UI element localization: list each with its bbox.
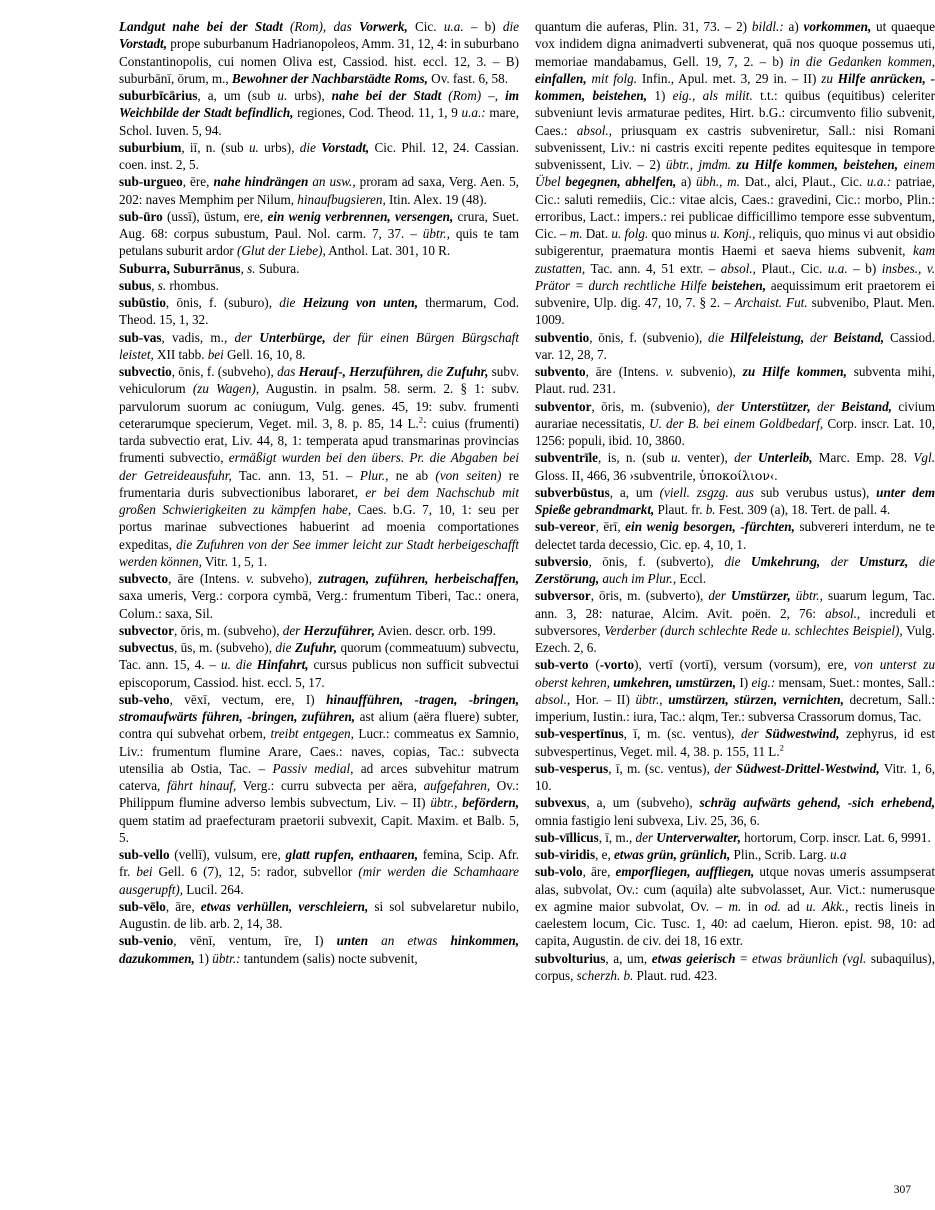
dictionary-entry: sub-urgueo, ēre, nahe hindrängen an usw., proram ad saxa, Verg. Aen. 5, 202: naves Memphim per Nilum, hinaufbugsieren, Itin. Alex. 19 (48). — [119, 174, 519, 207]
dictionary-entry: sub-veho, vēxī, vectum, ere, I) hinaufführen, -tragen, -bringen, stromaufwärts führen, -bringen, zuführen, ast alium (aëra fluere) subter, contra qui subvehat orbem, treibt entgegen, Lucr.: commeatus ex Samnio, Liv.: frumentum flumine Arare, Caes.: naves, copias, Tac.: subvecta utensilia ab Ostia, Tac. – Passiv medial, ad arces subvehitur matrum caterva, fährt hinauf, Verg.: curru subvecta per aëra, aufgefahren, Ov.: Philippum flumine adverso lembis subvectum, Liv. – II) übtr., befördern, quem statim ad praefecturam praetorii subvexit, Capit. Maxim. et Balb. 5, 5. — [119, 691, 519, 845]
dictionary-entry: subvento, āre (Intens. v. subvenio), zu Hilfe kommen, subventa mihi, Plaut. rud. 231. — [535, 364, 935, 397]
dictionary-entry: subvectus, ūs, m. (subveho), die Zufuhr, quorum (commeatuum) subvectu, Tac. ann. 15, 4. – u. die Hinfahrt, cursus publicus non sufficit subvectui episcoporum, Cassiod. hist. eccl. 5, 17. — [119, 640, 519, 690]
dictionary-entry: sub-ūro (ussī), ūstum, ere, ein wenig verbrennen, versengen, crura, Suet. Aug. 68: corpus subustum, Paul. Nol. carm. 7, 37. – übtr., quis te tam petulans suburit ardor (Glut der Liebe), Anthol. Lat. 301, 10 R. — [119, 208, 519, 259]
dictionary-entry: Suburra, Suburrānus, s. Subura. — [119, 260, 300, 276]
dictionary-entry: subvectio, ōnis, f. (subveho), das Herauf-, Herzuführen, die Zufuhr, subv. vehiculorum (zu Wagen), Augustin. in psalm. 58. serm. 2. § 1: subv. parvulorum suorum ac coniugum, Vulg. genes. 45, 19: subv. frumenti ceterarumque specierum, Veget. mil. 3, 8. p. 85, 14 L.$^2$: cuius (frumenti) tarda subvectio erat, Liv. 44, 8, 1: temperata apud transmarinas provincias frumenti subvectio, ermäßigt wurden bei den übers. Pr. die Abgaben bei der Getreideausfuhr, Tac. ann. 13, 51. – Plur., ne ab (von seiten) re frumentaria duris subvectionibus laboraret, er bei dem Nachschub mit großen Schwierigkeiten zu kämpfen habe, Caes. b.G. 7, 10, 1: seu per portus marinae subvectiones habuerint ad moenia comportationes expeditas, die Zufuhren von der See immer leicht zur Stadt herbeigeschafft werden können, Vitr. 1, 5, 1. — [119, 364, 519, 569]
right-column — [535, 18, 935, 984]
dictionary-entry: subvexus, a, um (subveho), schräg aufwärts gehend, -sich erhebend, omnia fastigio leni subvexa, Liv. 25, 36, 6. — [535, 795, 935, 828]
dictionary-entry: Landgut nahe bei der Stadt (Rom), das Vorwerk, Cic. u.a. – b) die Vorstadt, prope suburbanum Hadrianopoleos, Amm. 31, 12, 4: in suburbano Constantinopolis, cui nomen Oliva est, Cassiod. hist. eccl. 12, 3. – B) suburbānī, ōrum, m., Bewohner der Nachbarstädte Roms, Ov. fast. 6, 58. — [119, 19, 519, 86]
dictionary-entry: subverbūstus, a, um (viell. zsgzg. aus sub verubus ustus), unter dem Spieße gebrandmarkt, Plaut. fr. b. Fest. 309 (a), 18. Tert. de pall. 4. — [535, 484, 935, 517]
dictionary-entry: sub-vas, vadis, m., der Unterbürge, der für einen Bürgen Bürgschaft leistet, XII tabb. bei Gell. 16, 10, 8. — [119, 329, 519, 362]
dictionary-entry: sub-vesperus, ī, m. (sc. ventus), der Südwest-Drittel-Westwind, Vitr. 1, 6, 10. — [535, 760, 935, 793]
dictionary-entry: subventor, ōris, m. (subvenio), der Unterstützer, der Beistand, civium aurariae necessitatis, U. der B. bei einem Goldbedarf, Corp. inscr. Lat. 10, 1256: populi, ibid. 10, 3860. — [535, 398, 935, 448]
dictionary-entry: subvolturius, a, um, etwas geierisch = etwas bräunlich (vgl. subaquilus), corpus, scherzh. b. Plaut. rud. 423. — [535, 950, 935, 983]
left-column — [119, 18, 519, 967]
dictionary-entry: sub-volo, āre, emporfliegen, auffliegen, utque novas umeris assumpserat alas, subvolat, Ov.: cum (aquila) alte subvolasset, Aur. Vict.: numerusque ex agmine maior subvolat, Ov. – m. in od. ad u. Akk., rectis lineis in caelestem locum, Cic. Tusc. 1, 40: ad caelum, Hieron. epist. 98, 10: ad capita, Augustin. de civ. dei 18, 16 extr. — [535, 864, 935, 949]
dictionary-entry: sub-vello (vellī), vulsum, ere, glatt rupfen, enthaaren, femina, Scip. Afr. fr. bei Gell. 6 (7), 12, 5: rador, subvellor (mir werden die Schamhaare ausgerupft), Lucil. 264. — [119, 847, 519, 897]
dictionary-entry: subus, s. rhombus. — [119, 277, 219, 293]
dictionary-entry: suburbīcārius, a, um (sub u. urbs), nahe bei der Stadt (Rom) –, im Weichbilde der Stadt befindlich, regiones, Cod. Theod. 11, 1, 9 u.a.: mare, Schol. Iuven. 5, 94. — [119, 88, 519, 138]
dictionary-entry: subventio, ōnis, f. (subvenio), die Hilfeleistung, der Beistand, Cassiod. var. 12, 28, 7. — [535, 329, 935, 362]
dictionary-entry: subversio, ōnis, f. (subverto), die Umkehrung, der Umsturz, die Zerstörung, auch im Plur., Eccl. — [535, 553, 935, 586]
dictionary-entry: suburbium, iī, n. (sub u. urbs), die Vorstadt, Cic. Phil. 12, 24. Cassian. coen. inst. 2, 5. — [119, 139, 519, 172]
dictionary-entry: sub-vespertīnus, ī, m. (sc. ventus), der Südwestwind, zephyrus, id est subvespertinus, Veget. mil. 4, 38. p. 155, 11 L.$^2$ — [535, 726, 935, 759]
dictionary-entry: sub-venio, vēnī, ventum, īre, I) unten an etwas hinkommen, dazukommen, 1) übtr.: tantundem (salis) nocte subvenit, — [119, 933, 519, 966]
dictionary-entry: subvector, ōris, m. (subveho), der Herzuführer, Avien. descr. orb. 199. — [119, 622, 496, 638]
dictionary-entry: subventrīle, is, n. (sub u. venter), der Unterleib, Marc. Emp. 28. Vgl. Gloss. II, 466, 36 ›subventrile, ὑποκοίλιον‹. — [535, 450, 935, 483]
page-number: 307 — [893, 1184, 911, 1196]
dictionary-entry: sub-vēlo, āre, etwas verhüllen, verschleiern, si sol subvelaretur nubilo, Augustin. de lib. arb. 2, 14, 38. — [119, 898, 519, 931]
dictionary-entry: sub-vīllicus, ī, m., der Unterverwalter, hortorum, Corp. inscr. Lat. 6, 9991. — [535, 829, 931, 845]
dictionary-entry: sub-verto (-vorto), vertī (vortī), versum (vorsum), ere, von unterst zu oberst kehren, umkehren, umstürzen, I) eig.: mensam, Suet.: montes, Sall.: absol., Hor. – II) übtr., umstürzen, stürzen, vernichten, decretum, Sall.: imperium, Iustin.: iura, Tac.: alqm, Ter.: subversa Crassorum domus, Tac. — [535, 657, 935, 724]
dictionary-entry: subūstio, ōnis, f. (suburo), die Heizung von unten, thermarum, Cod. Theod. 15, 1, 32. — [119, 295, 519, 328]
page-columns — [22, 18, 935, 1158]
dictionary-entry: quantum die auferas, Plin. 31, 73. – 2) bildl.: a) vorkommen, ut quaeque vox indidem digna animadverti subvenerat, quā nos quoque possemus uti, memoriae mandabamus, Gell. 19, 7, 2. – b) in die Gedanken kommen, einfallen, mit folg. Infin., Apul. met. 3, 29 in. – II) zu Hilfe anrücken, -kommen, beistehen, 1) eig., als milit. t.t.: quibus (equitibus) celeriter subveniunt levis armaturae pedites, Hirt. b.G.: circumvento filio subvenit, Caes.: absol., priusquam ex castris subveniretur, Sall.: nisi Romani subvenissent, Liv.: ni castris exciti repente pedites equitesque in tempore subvenissent, Liv. – 2) übtr., jmdm. zu Hilfe kommen, beistehen, einem Übel begegnen, abhelfen, a) übh., m. Dat., alci, Plaut., Cic. u.a.: patriae, Cic.: saluti remediis, Cic.: vitae alcis, Caes.: gravedini, Cic.: morbo, Plin.: erroribus, Lact.: impers.: rei publicae difficillimo tempore esse subventum, Cic. – m. Dat. u. folg. quo minus u. Konj., reliquis, quo minus vi aut obsidio subigerentur, praematura montis Haemi et saeva hiems subvenit, kam zustatten, Tac. ann. 4, 51 extr. – absol., Plaut., Cic. u.a. – b) insbes., v. Prätor = durch rechtliche Hilfe beistehen, aequissimum erit praetorem ei subvenire, Ulp. dig. 47, 10, 7. § 2. – Archaist. Fut. subvenibo, Plaut. Men. 1009. — [535, 19, 935, 328]
dictionary-entry: sub-viridis, e, etwas grün, grünlich, Plin., Scrib. Larg. u.a — [535, 847, 847, 862]
dictionary-entry: subvecto, āre (Intens. v. subveho), zutragen, zuführen, herbeischaffen, saxa umeris, Verg.: corpora cymbā, Verg.: frumentum Tiberi, Tac.: onera, Colum.: saxa, Sil. — [119, 571, 519, 621]
dictionary-entry: subversor, ōris, m. (subverto), der Umstürzer, übtr., suarum legum, Tac. ann. 3, 28: naturae, Alcim. Avit. poën. 2, 76: absol., increduli et subversores, Verderber (durch schlechte Rede u. schlechtes Beispiel), Vulg. Ezech. 2, 6. — [535, 588, 935, 655]
dictionary-entry: sub-vereor, ērī, ein wenig besorgen, -fürchten, subvereri interdum, ne te delectet tarda decessio, Cic. ep. 4, 10, 1. — [535, 519, 935, 552]
